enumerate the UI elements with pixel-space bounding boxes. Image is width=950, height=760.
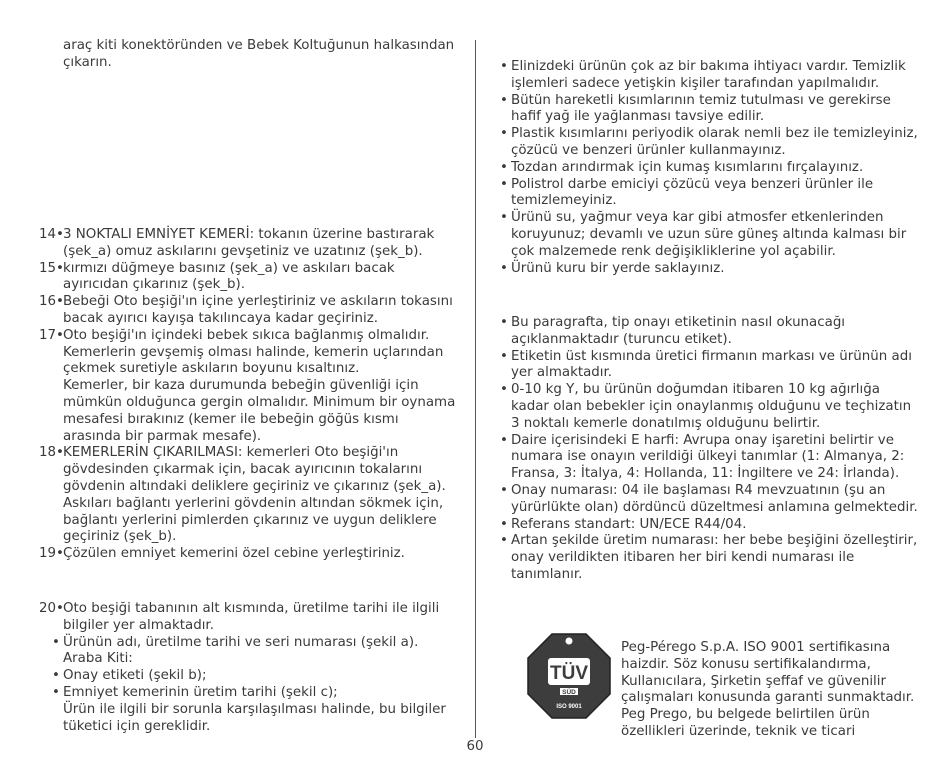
step-number: 20• bbox=[39, 601, 64, 616]
step-20-head bbox=[39, 601, 459, 635]
list-item bbox=[500, 483, 920, 517]
step-number: 14• bbox=[39, 227, 64, 242]
step-19 bbox=[39, 546, 459, 563]
step-number: 15• bbox=[39, 260, 64, 276]
list-item bbox=[500, 93, 920, 127]
list-item-text: Bütün hareketli kısımlarının temiz tutulması ve gerekirse hafif yağ ile yağlanması tavsiye edilir. bbox=[511, 92, 891, 125]
list-item-extra: Araba Kiti: bbox=[63, 651, 133, 667]
tuv-sud-logo bbox=[527, 633, 611, 719]
list-item-text: Polistrol darbe emiciyi çözücü veya benzeri ürünler ile temizlemeyiniz. bbox=[511, 176, 874, 209]
bullet-glyph: • bbox=[500, 59, 508, 74]
bullet-glyph: • bbox=[500, 92, 508, 108]
column-divider bbox=[475, 40, 476, 738]
step-text: KEMERLERİN ÇIKARILMASI: kemerleri Oto beşiği'ın gövdesinden çıkarmak için, bacak ayırıcının tokalarını gövdenin altındaki deliklere geçiriniz ve çıkarınız (şek_a). bbox=[63, 445, 446, 494]
list-item bbox=[500, 59, 920, 93]
list-item bbox=[500, 261, 920, 278]
left-intro bbox=[63, 38, 463, 72]
logo-sub-text: SÜD bbox=[562, 689, 576, 696]
bullet-glyph: • bbox=[52, 684, 60, 700]
certificate-text-block bbox=[621, 640, 926, 741]
step-15 bbox=[39, 261, 459, 295]
list-item-text: Onay numarası: 04 ile başlaması R4 mevzuatının (şu an yürürlükte olan) dördüncü düzeltmesi anlamına gelmektedir. bbox=[511, 482, 918, 515]
bullet-glyph: • bbox=[500, 315, 508, 330]
step-text: Çözülen emniyet kemerini özel cebine yerleştiriniz. bbox=[63, 546, 405, 562]
step-extra-text: Kemerler, bir kaza durumunda bebeğin güvenliği için mümkün olduğunca gergin olmalıdır. Minimum bir oynama mesafesi bırakınız (kemer ile bebeğin göğüs kısmı arasında bir parmak mesafe). bbox=[63, 378, 456, 444]
list-item-text: Daire içerisindeki E harfi: Avrupa onay işaretini belirtir ve numara ise onayın verildiği ülkeyi tanımlar (1: Almanya, 2: Fransa, 3: İtalya, 4: Hollanda, 11: İngiltere ve 24: İrlanda). bbox=[511, 432, 905, 482]
list-item bbox=[500, 177, 920, 211]
bullet-glyph: • bbox=[52, 634, 60, 650]
intro-text: araç kiti konektöründen ve Bebek Koltuğunun halkasından çıkarın. bbox=[63, 38, 455, 70]
list-item-text: Ürünü su, yağmur veya kar gibi atmosfer etkenlerinden koruyunuz; devamlı ve uzun süre güneş altında kalması bir çok malzemede renk değişikliklerine yol açabilir. bbox=[511, 210, 907, 259]
list-item-text: Referans standart: UN/ECE R44/04. bbox=[511, 516, 747, 532]
bullet-glyph: • bbox=[500, 533, 508, 549]
bullet-glyph: • bbox=[500, 348, 508, 364]
list-item bbox=[500, 210, 920, 260]
list-item-text: Elinizdeki ürünün çok az bir bakıma ihtiyacı vardır. Temizlik işlemleri sadece yetişkin kişiler tarafından yapılmalıdır. bbox=[511, 59, 906, 91]
list-item-text: Ürünü kuru bir yerde saklayınız. bbox=[511, 260, 725, 276]
logo-iso-text: ISO 9001 bbox=[556, 704, 582, 710]
bullet-glyph: • bbox=[500, 382, 508, 398]
list-item-text: Emniyet kemerinin üretim tarihi (şekil c); bbox=[63, 684, 338, 700]
tuv-octagon-icon bbox=[527, 633, 611, 719]
list-item-text: Onay etiketi (şekil b); bbox=[63, 668, 207, 684]
certificate-text: Peg-Pérego S.p.A. ISO 9001 sertifikasına haizdir. Söz konusu sertifikalandırma, Kullanıcılara, Şirketin şeffaf ve güvenilir çalışmaları konusunda garanti sunmaktadır. Peg Prego, bu belgede belirtilen ürün özellikleri üzerinde, teknik ve ticari bbox=[621, 640, 915, 739]
bullet-glyph: • bbox=[500, 516, 508, 532]
list-item bbox=[500, 382, 920, 432]
list-item bbox=[500, 349, 920, 383]
label-list bbox=[500, 315, 920, 584]
list-item bbox=[52, 668, 459, 685]
care-list bbox=[500, 59, 920, 277]
step-number: 17• bbox=[39, 327, 64, 343]
list-item bbox=[500, 315, 920, 349]
step-extra-text: Askıları bağlantı yerlerini gövdenin altından sökmek için, bağlantı yerlerini pimlerden çıkarınız ve uygun deliklere geçiriniz (şek_b). bbox=[63, 495, 444, 545]
list-item bbox=[500, 517, 920, 534]
list-item-text: Ürünün adı, üretilme tarihi ve seri numarası (şekil a). bbox=[63, 634, 419, 650]
step-number: 16• bbox=[39, 294, 64, 310]
list-item-text: 0-10 kg Y, bu ürünün doğumdan itibaren 10 kg ağırlığa kadar olan bebekler için onaylanmış olduğunu ve teçhizatın 3 noktalı kemerle donatılmış olduğunu belirtir. bbox=[511, 382, 912, 431]
page-number: 60 bbox=[466, 739, 484, 754]
list-item-text: Plastik kısımlarını periyodik olarak nemli bez ile temizleyiniz, çözücü ve benzeri ürünler kullanmayınız. bbox=[511, 126, 918, 158]
step-text: Oto beşiği'ın içindeki bebek sıkıca bağlanmış olmalıdır. Kemerlerin gevşemiş olması halinde, kemerin uçlarından çekmek suretiyle askıların boyunu kısaltınız. bbox=[63, 327, 444, 377]
step-text: kırmızı düğmeye basınız (şek_a) ve askıları bacak ayırıcıdan çıkarınız (şek_b). bbox=[63, 260, 395, 293]
list-item bbox=[500, 126, 920, 160]
step-20-bullets bbox=[39, 635, 459, 736]
step-text: Oto beşiği tabanının alt kısmında, üretilme tarihi ile ilgili bilgiler yer almaktadır. bbox=[63, 601, 440, 633]
list-item-text: Etiketin üst kısmında üretici firmanın markası ve ürünün adı yer almaktadır. bbox=[511, 348, 912, 381]
list-item bbox=[500, 160, 920, 177]
step-20 bbox=[39, 601, 459, 735]
list-item-text: Bu paragrafta, tip onayı etiketinin nasıl okunacağı açıklanmaktadır (turuncu etiket). bbox=[511, 315, 846, 347]
bullet-glyph: • bbox=[500, 260, 508, 276]
bullet-glyph: • bbox=[500, 159, 508, 175]
step-17 bbox=[39, 328, 459, 446]
bullet-glyph: • bbox=[52, 668, 60, 684]
steps-list bbox=[39, 227, 459, 563]
bullet-glyph: • bbox=[500, 482, 508, 498]
bullet-glyph: • bbox=[500, 210, 508, 226]
bullet-glyph: • bbox=[500, 126, 508, 142]
list-item-extra: Ürün ile ilgili bir sorunla karşılaşılması halinde, bu bilgiler tüketici için gereklidir. bbox=[63, 701, 446, 734]
step-18 bbox=[39, 445, 459, 546]
list-item bbox=[52, 685, 459, 735]
step-14 bbox=[39, 227, 459, 261]
list-item-text: Artan şekilde üretim numarası: her bebe beşiğini özelleştirir, onay verildikten itibaren her biri kendi numarası ile tanımlanır. bbox=[511, 533, 918, 582]
step-number: 19• bbox=[39, 546, 64, 562]
list-item-text: Tozdan arındırmak için kumaş kısımlarını fırçalayınız. bbox=[511, 159, 864, 175]
bullet-glyph: • bbox=[500, 176, 508, 192]
list-item bbox=[500, 433, 920, 483]
bullet-glyph: • bbox=[500, 432, 508, 448]
step-16 bbox=[39, 294, 459, 328]
step-text: Bebeği Oto beşiği'ın içine yerleştiriniz ve askıların tokasını bacak ayırıcı kayışa takılıncaya kadar geçiriniz. bbox=[63, 294, 453, 326]
step-number: 18• bbox=[39, 445, 64, 461]
step-text: 3 NOKTALI EMNİYET KEMERİ: tokanın üzerine bastırarak (şek_a) omuz askılarını gevşetiniz ve uzatınız (şek_b). bbox=[63, 227, 435, 259]
list-item bbox=[500, 533, 920, 583]
list-item bbox=[52, 635, 459, 669]
logo-brand-text: TÜV bbox=[550, 663, 588, 684]
